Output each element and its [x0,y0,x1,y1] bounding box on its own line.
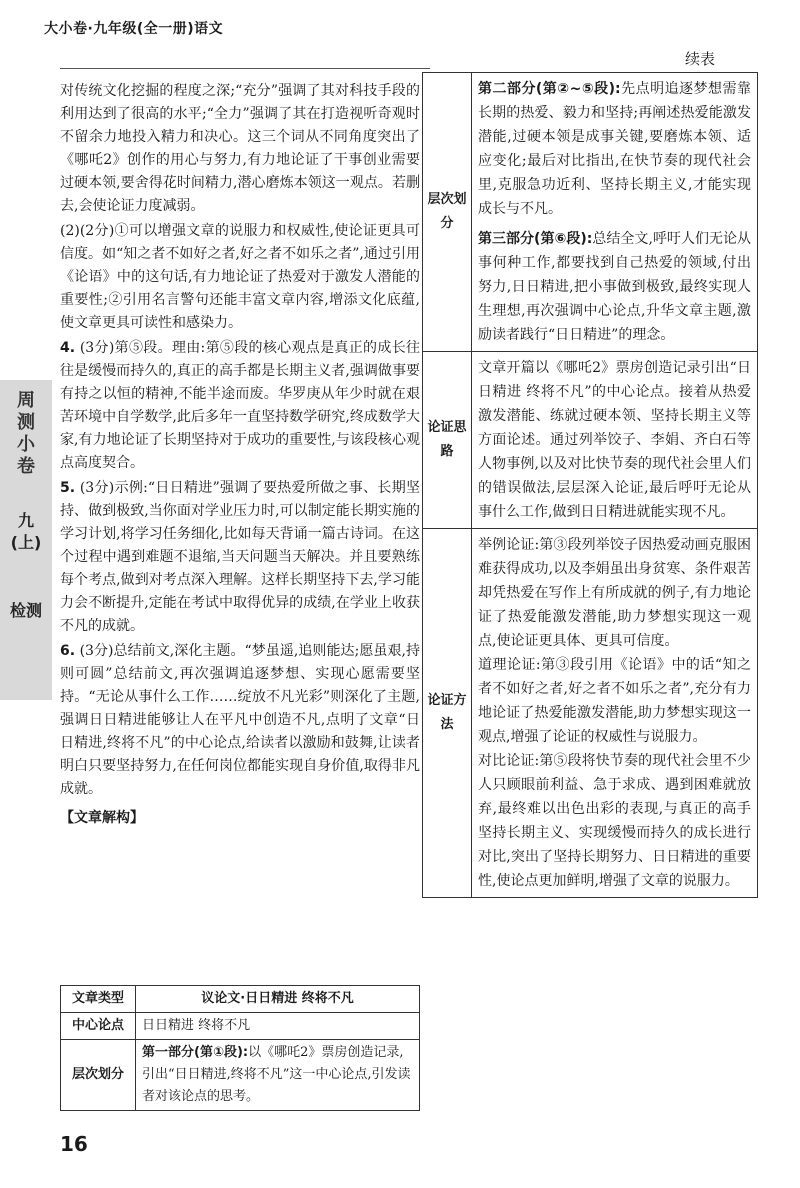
answer-text: (3分)示例:“日日精进”强调了要热爱所做之事、长期坚持、做到极致,当你面对学业压力时,可以制定能长期实施的学习计划,将学习任务细化,比如每天背诵一篇古诗词。在这个过程中遇到难题不退缩,当天问题当天解决。并且要熟练每个考点,做到对考点深入理解。这样长期坚持下去,学习能力会不断提升,定能在考试中取得优异的成绩,在学业上收获不凡的成就。 [60,480,420,634]
table-cell [136,1040,420,1111]
table-row [61,1040,420,1111]
header-divider [60,68,430,69]
part-title: 第三部分(第⑥段): [478,231,593,247]
side-tab-title: 周测小卷 [17,390,35,477]
table-cell: 议论文·日日精进 终将不凡 [136,986,420,1013]
part-text: 总结全文,呼吁人们无论从事何种工作,都要找到自己热爱的领域,付出努力,日日精进,把小事做到极致,最终实现人生理想,再次强调中心论点,升华文章主题,激励读者践行“日日精进”的理念。 [478,231,752,343]
part-title: 第一部分(第①段): [142,1045,249,1060]
table-cell-label: 文章类型 [61,986,136,1013]
part-text: 先点明追逐梦想需靠长期的热爱、毅力和坚持;再阐述热爱能激发潜能,过硬本领是成事关键,要磨炼本领、适应变化;最后对比指出,在快节奏的现代社会里,克服急功近利、坚持长期主义,才能实现成长与不凡。 [478,81,751,217]
table-cell: 日日精进 终将不凡 [136,1013,420,1040]
question-number: 6. [60,643,76,659]
table-cell: 文章开篇以《哪吒2》票房创造记录引出“日日精进 终将不凡”的中心论点。接着从热爱激发潜能、练就过硬本领、坚持长期主义等方面论述。通过列举饺子、李娟、齐白石等人物事例,以及对比快节奏的现代社会里人们的错误做法,层层深入论证,最后呼吁无论从事什么工作,做到日日精进就能实现不凡。 [472,352,758,529]
side-tab-type: 检测 [10,601,43,620]
answer-q5 [60,477,420,638]
part-text: 以《哪吒2》票房创造记录,引出“日日精进,终将不凡”这一中心论点,引发读者对该论点的思考。 [142,1045,411,1104]
continued-table [422,72,758,898]
table-row [423,529,758,898]
table-row [61,986,420,1013]
question-number: 4. [60,340,76,356]
answer-text: (3分)总结前文,深化主题。“梦虽遥,追则能达;愿虽艰,持则可圆”总结前文,再次强调追逐梦想、实现心愿需要坚持。“无论从事什么工作……绽放不凡光彩”则深化了主题,强调日日精进能够让人在平凡中创造不凡,点明了文章“日日精进,终将不凡”的中心论点,给读者以激励和鼓舞,让读者明白只要坚持努力,在任何岗位都能实现自身价值,取得非凡成就。 [60,643,421,797]
method-block: 道理论证:第③段引用《论语》中的话“知之者不如好之者,好之者不如乐之者”,充分有力地论证了热爱能激发潜能,助力梦想实现这一观点,增强了论证的权威性与说服力。 [478,657,751,745]
table-row [423,352,758,529]
continued-label: 续表 [685,50,716,68]
answer-q4 [60,337,420,475]
left-column [60,80,420,830]
table-row [423,73,758,352]
part-title: 第二部分(第②~⑤段): [478,81,621,97]
table-cell-label: 中心论点 [61,1013,136,1040]
answer-paragraph: (2)(2分)①可以增强文章的说服力和权威性,使论证更具可信度。如“知之者不如好之者,好之者不如乐之者”,通过引用《论语》中的这句话,有力地论证了热爱对于激发人潜能的重要性;②引用名言警句还能丰富文章内容,增添文化底蕴,使文章更具可读性和感染力。 [60,223,420,331]
method-block: 举例论证:第③段列举饺子因热爱动画克服困难获得成功,以及李娟虽出身贫寒、条件艰苦却凭热爱在写作上有所成就的例子,有力地论证了热爱能激发潜能,助力梦想实现这一观点,使论证更具体、更具可信度。 [478,537,751,649]
side-tab-grade: 九(上) [10,511,42,552]
answer-paragraph: 对传统文化挖掘的程度之深;“充分”强调了其对科技手段的利用达到了很高的水平;“全力”强调了其在打造视听奇观时不留余力地投入精力和决心。这三个词从不同角度突出了《哪吒2》创作的用心与努力,有力地论证了干事创业需要过硬本领,要舍得花时间精力,潜心磨炼本领这一观点。若删去,会使论证力度减弱。 [60,83,420,214]
method-block: 对比论证:第⑤段将快节奏的现代社会里不少人只顾眼前利益、急于求成、遇到困难就放弃,最终难以出色出彩的表现,与真正的高手坚持长期主义、实现缓慢而持久的成长进行对比,突出了坚持长期努力、日日精进的重要性,使论点更加鲜明,增强了文章的说服力。 [478,753,751,889]
table-cell-label: 层次划分 [61,1040,136,1111]
table-cell-label: 论证思路 [423,352,472,529]
structure-table [60,985,420,1111]
part-block [478,227,751,347]
answer-text: (3分)第⑤段。理由:第⑤段的核心观点是真正的成长往往是缓慢而持久的,真正的高手都是长期主义者,强调做事要有持之以恒的精神,不能半途而废。华罗庚从年少时就在艰苦环境中自学数学,此后多年一直坚持数学研究,终成数学大家,有力地论证了长期坚持对于成功的重要性,与该段核心观点高度契合。 [60,340,421,471]
table-cell [472,73,758,352]
table-row [61,1013,420,1040]
structure-heading: 【文章解构】 [60,810,144,826]
page-number: 16 [60,1132,88,1156]
part-block [478,77,751,221]
table-cell-label: 论证方法 [423,529,472,898]
answer-q6 [60,640,420,801]
book-title: 大小卷·九年级(全一册)语文 [44,21,224,37]
table-cell-label: 层次划分 [423,73,472,352]
table-cell [472,529,758,898]
question-number: 5. [60,480,76,496]
